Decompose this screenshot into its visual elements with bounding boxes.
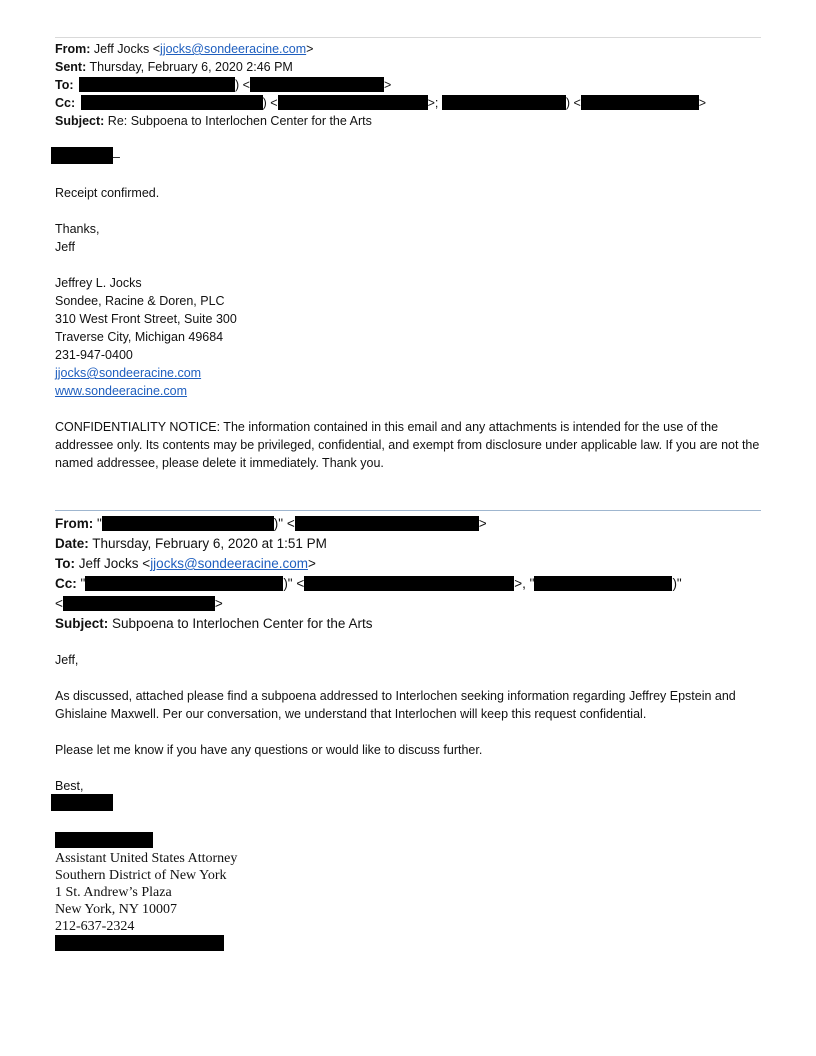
sig-website-line [55, 382, 187, 400]
sig-name: Jeffrey L. Jocks [55, 276, 142, 290]
redaction-block [295, 516, 479, 531]
email2-cc-line: Cc: " )" < >, " )" [55, 576, 682, 591]
sig-address2: New York, NY 10007 [55, 902, 177, 917]
email2-from-line: From: " )" < > [55, 516, 487, 531]
redaction-block [55, 935, 224, 951]
from-email-link[interactable]: jjocks@sondeeracine.com [160, 42, 307, 56]
redaction-block [55, 832, 153, 848]
sig-email-link[interactable]: jjocks@sondeeracine.com [55, 366, 202, 380]
to-email-link[interactable]: jjocks@sondeeracine.com [150, 556, 308, 571]
email2-body2: Please let me know if you have any questions or would like to discuss further. [55, 743, 483, 757]
redaction-block [51, 794, 113, 811]
email2-sig-name [55, 832, 153, 850]
sig-phone: 212-637-2324 [55, 919, 135, 934]
redaction-block [304, 576, 514, 591]
email1-to-line: To: ) < > [55, 78, 392, 92]
email1-closing: Thanks, [55, 222, 100, 236]
sig-email-line [55, 364, 201, 382]
sig-firm: Sondee, Racine & Doren, PLC [55, 294, 225, 308]
email2-subject-line [55, 615, 372, 633]
redaction-block [278, 95, 428, 110]
subject-value: Re: Subpoena to Interlochen Center for the Arts [107, 114, 372, 128]
to-name: Jeff Jocks [78, 556, 139, 571]
top-divider [55, 37, 761, 38]
email-divider [55, 510, 761, 511]
sig-address2: Traverse City, Michigan 49684 [55, 330, 224, 344]
sent-value: Thursday, February 6, 2020 2:46 PM [89, 60, 293, 74]
redaction-block [442, 95, 566, 110]
email2-cc-line-cont: < > [55, 596, 223, 611]
email2-closing: Best, [55, 779, 84, 793]
date-value: Thursday, February 6, 2020 at 1:51 PM [92, 536, 327, 551]
sig-website-link[interactable]: www.sondeeracine.com [55, 384, 188, 398]
email1-from-line: From: Jeff Jocks <jjocks@sondeeracine.com> [55, 42, 314, 56]
email2-sig-email [55, 935, 224, 953]
email1-closing-name: Jeff [55, 240, 75, 254]
email1-receipt: Receipt confirmed. [55, 186, 160, 200]
to-label: To: [55, 556, 75, 571]
redaction-block [51, 147, 113, 164]
email1-subject-line [55, 112, 372, 130]
sig-title: Assistant United States Attorney [55, 851, 238, 866]
redaction-block [81, 95, 263, 110]
cc-label: Cc: [55, 96, 76, 110]
sig-address1: 1 St. Andrew’s Plaza [55, 885, 172, 900]
sig-office: Southern District of New York [55, 868, 227, 883]
from-label: From: [55, 516, 94, 531]
redaction-block [102, 516, 274, 531]
redaction-block [79, 77, 235, 92]
email2-body1: As discussed, attached please find a subpoena addressed to Interlochen seeking information regarding Jeffrey Epstein and Ghislaine Maxwell. Per our conversation, we understand that Interlochen will keep this request confidential. [55, 689, 736, 721]
redaction-block [63, 596, 215, 611]
redaction-block [85, 576, 283, 591]
email2-closing-name [51, 794, 113, 813]
sig-phone: 231-947-0400 [55, 348, 133, 362]
email2-date-line [55, 535, 327, 553]
sig-address1: 310 West Front Street, Suite 300 [55, 312, 237, 326]
email1-cc-line: Cc: ) < >; ) < > [55, 96, 707, 110]
from-name: Jeff Jocks [93, 42, 150, 56]
sent-label: Sent: [55, 60, 87, 74]
redaction-block [581, 95, 699, 110]
from-label: From: [55, 42, 91, 56]
email1-salutation: – [51, 147, 120, 166]
to-label: To: [55, 78, 74, 92]
email2-to-line: To: Jeff Jocks <jjocks@sondeeracine.com> [55, 556, 316, 571]
date-label: Date: [55, 536, 89, 551]
email2-greeting: Jeff, [55, 653, 79, 667]
email1-sent-line [55, 58, 293, 76]
cc-label: Cc: [55, 576, 77, 591]
subject-label: Subject: [55, 616, 109, 631]
confidentiality-notice: CONFIDENTIALITY NOTICE: The information contained in this email and any attachments is intended for the use of the addressee only. Its contents may be privileged, confidential, and exempt from disclosure under applicable law. If you are not the named addressee, please delete it immediately. Thank you. [55, 420, 760, 470]
subject-value: Subpoena to Interlochen Center for the Arts [112, 616, 373, 631]
subject-label: Subject: [55, 114, 105, 128]
redaction-block [250, 77, 384, 92]
redaction-block [534, 576, 672, 591]
